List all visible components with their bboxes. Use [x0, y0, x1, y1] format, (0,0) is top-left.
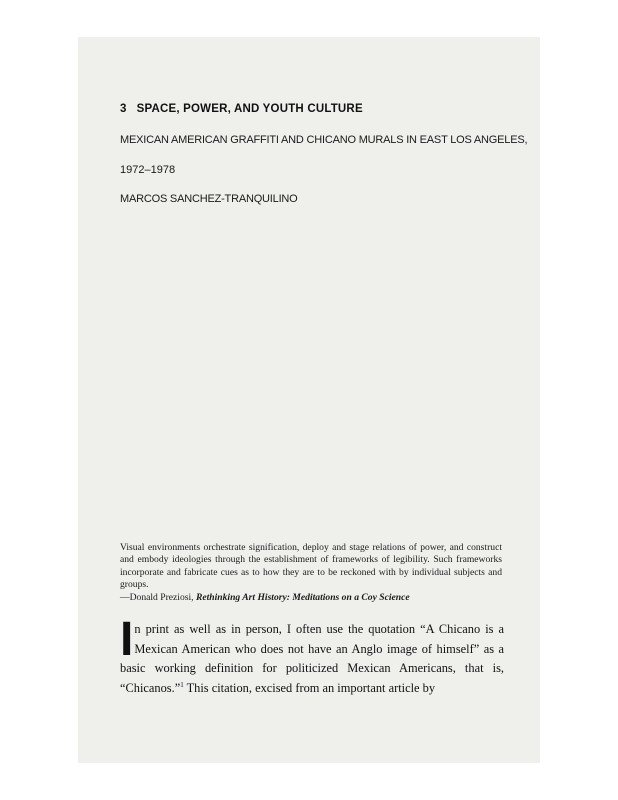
- epigraph-attribution-title: Rethinking Art History: Meditations on a Coy Science: [195, 591, 410, 603]
- chapter-title: [120, 103, 363, 115]
- body-text-start: n print as well as in person, I often use the quotation “A Chicano is a Mexican American who does not have an Anglo image of himself” as a basic working definition for politicized Mexican Americans, that is, “Chicanos.”: [120, 622, 504, 695]
- book-page: [78, 37, 540, 763]
- epigraph: [120, 542, 502, 604]
- chapter-title-text: SPACE, POWER, AND YOUTH CULTURE: [136, 103, 363, 115]
- body-text-continued: This citation, excised from an important article by: [183, 680, 436, 695]
- chapter-years: 1972–1978: [120, 164, 176, 176]
- epigraph-text: Visual environments orchestrate signification, deploy and stage relations of power, and construct and embody ideologies through the establishment of frameworks of legibility. Such frameworks incorporate and fabricate cues as to how they are to be reckoned with by individual subjects and groups.: [120, 542, 502, 591]
- chapter-number: 3: [120, 103, 127, 115]
- body-text: [120, 613, 504, 698]
- body-paragraph: [120, 613, 504, 698]
- footnote-marker[interactable]: 1: [180, 680, 184, 689]
- chapter-author: MARCOS SANCHEZ-TRANQUILINO: [120, 193, 298, 205]
- chapter-subtitle: MEXICAN AMERICAN GRAFFITI AND CHICANO MURALS IN EAST LOS ANGELES,: [120, 134, 528, 146]
- drop-cap: I: [120, 613, 134, 666]
- epigraph-attribution: [120, 592, 502, 604]
- epigraph-attribution-author: —Donald Preziosi,: [120, 591, 196, 603]
